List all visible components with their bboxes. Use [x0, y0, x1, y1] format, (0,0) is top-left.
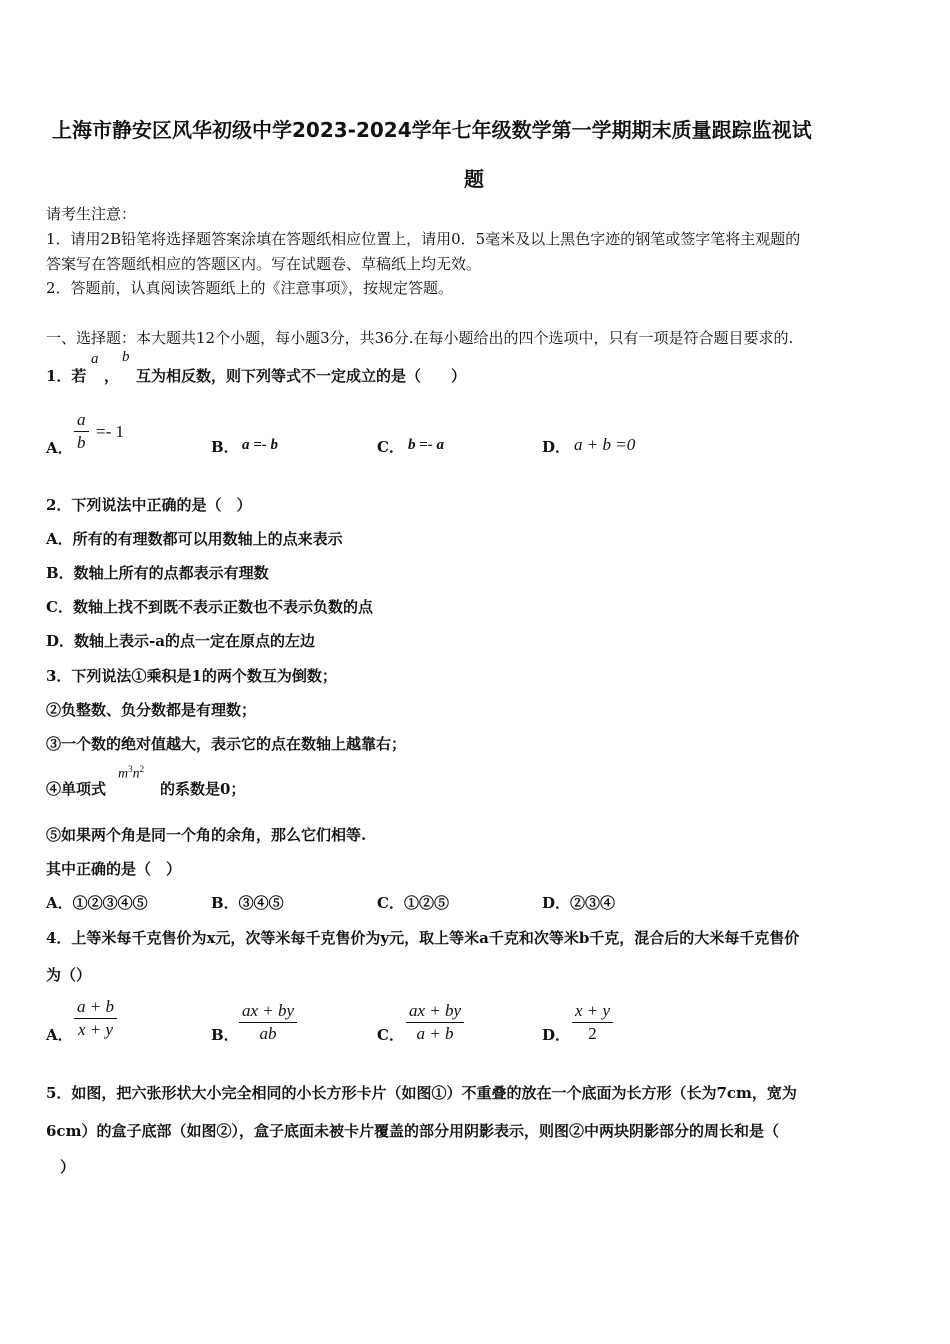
- q1-option-b-label: B．: [211, 438, 239, 456]
- q5-line1: 5．如图，把六张形状大小完全相同的小长方形卡片（如图①）不重叠的放在一个底面为长方形（长为7cm，宽为: [46, 1084, 797, 1102]
- notice-line3: 2．答题前，认真阅读答题纸上的《注意事项》，按规定答题。: [46, 279, 454, 297]
- q4-line2: 为（）: [46, 966, 92, 984]
- q4-option-a-label: A．: [46, 1026, 73, 1044]
- q4-line1: 4．上等米每千克售价为x元，次等米每千克售价为y元，取上等米a千克和次等米b千克，混合后的大米每千克售价: [46, 929, 800, 947]
- q4-option-d-label: D．: [542, 1026, 571, 1044]
- q3-stem: 3．下列说法①乘积是1的两个数互为倒数；: [46, 667, 337, 685]
- q3-option-a: A．①②③④⑤: [46, 894, 148, 912]
- q1-option-c-label: C．: [377, 438, 404, 456]
- q3-statement-2: ②负整数、负分数都是有理数；: [46, 701, 257, 719]
- q4-option-d-denominator: 2: [588, 1024, 597, 1043]
- q3-statement-3: ③一个数的绝对值越大，表示它的点在数轴上越靠右；: [46, 735, 407, 753]
- q2-option-a: A．所有的有理数都可以用数轴上的点来表示: [46, 530, 343, 548]
- q4-option-b-fraction: [239, 1000, 297, 1045]
- q4-option-b-label: B．: [211, 1026, 239, 1044]
- q4-option-c-fraction: [406, 1000, 464, 1045]
- notice-heading: 请考生注意：: [46, 205, 137, 223]
- q3-monomial-base-n: n: [132, 766, 140, 782]
- q4-option-d-fraction: [572, 1000, 613, 1045]
- page-title-line2: 题: [464, 167, 484, 191]
- q4-option-c-label: C．: [377, 1026, 404, 1044]
- q1-option-b-expr: a =- b: [242, 437, 279, 453]
- q4-option-a-numerator: a + b: [77, 997, 114, 1016]
- q3-statement-4-prefix: ④单项式: [46, 780, 107, 798]
- q1-var-b: b: [122, 349, 130, 365]
- q1-var-a: a: [91, 351, 99, 367]
- q4-option-b-denominator: ab: [259, 1024, 277, 1043]
- q1-option-a-numerator: a: [77, 410, 86, 429]
- q4-option-a-fraction: [74, 996, 117, 1041]
- q4-option-b-numerator: ax + by: [242, 1001, 295, 1020]
- q3-monomial: [118, 764, 144, 783]
- q1-option-d-label: D．: [542, 438, 571, 456]
- q3-option-b: B．③④⑤: [211, 894, 284, 912]
- page-title-line1: 上海市静安区风华初级中学2023-2024学年七年级数学第一学期期末质量跟踪监视试: [52, 118, 812, 142]
- q5-line2: 6cm）的盒子底部（如图②），盒子底面未被卡片覆盖的部分用阴影表示，则图②中两块阴影部分的周长和是（: [46, 1122, 779, 1140]
- q1-sep: ，: [104, 367, 120, 385]
- section-heading: 一、选择题：本大题共12个小题，每小题3分，共36分.在每小题给出的四个选项中，只有一项是符合题目要求的.: [46, 329, 794, 347]
- q4-option-c-numerator: ax + by: [409, 1001, 462, 1020]
- q1-option-a-denominator: b: [77, 433, 86, 452]
- q1-stem: 互为相反数，则下列等式不一定成立的是（ ）: [136, 367, 467, 385]
- q1-prefix: 1．若: [46, 367, 87, 385]
- q2-option-b: B．数轴上所有的点都表示有理数: [46, 564, 269, 582]
- q2-stem: 2．下列说法中正确的是（ ）: [46, 496, 252, 514]
- q3-monomial-base-m: m: [118, 766, 129, 782]
- q1-option-a-rhs: =- 1: [96, 422, 124, 441]
- q1-option-a-label: A．: [46, 439, 73, 457]
- q3-statement-4-suffix: 的系数是0；: [160, 780, 246, 798]
- q3-option-d: D．②③④: [542, 894, 616, 912]
- q1-option-d-expr: a + b =0: [574, 435, 636, 454]
- q4-option-c-denominator: a + b: [416, 1024, 454, 1043]
- q3-option-c: C．①②⑤: [377, 894, 449, 912]
- q2-option-d: D．数轴上表示-a的点一定在原点的左边: [46, 632, 315, 650]
- q5-line3: ）: [60, 1158, 76, 1176]
- q1-option-a-fraction: [74, 409, 89, 454]
- q3-monomial-exp-n: 2: [139, 764, 145, 774]
- notice-line1: 1．请用2B铅笔将选择题答案涂填在答题纸相应位置上，请用0．5毫米及以上黑色字迹的钢笔或签字笔将主观题的: [46, 230, 801, 248]
- q3-ask: 其中正确的是（ ）: [46, 860, 182, 878]
- q2-option-c: C．数轴上找不到既不表示正数也不表示负数的点: [46, 598, 373, 616]
- q3-statement-5: ⑤如果两个角是同一个角的余角，那么它们相等.: [46, 826, 367, 844]
- q4-option-a-denominator: x + y: [77, 1020, 114, 1039]
- q4-option-d-numerator: x + y: [575, 1001, 611, 1020]
- q1-option-c-expr: b =- a: [408, 437, 445, 453]
- q3-monomial-exp-m: 3: [128, 764, 133, 774]
- notice-line2: 答案写在答题纸相应的答题区内。写在试题卷、草稿纸上均无效。: [46, 255, 482, 273]
